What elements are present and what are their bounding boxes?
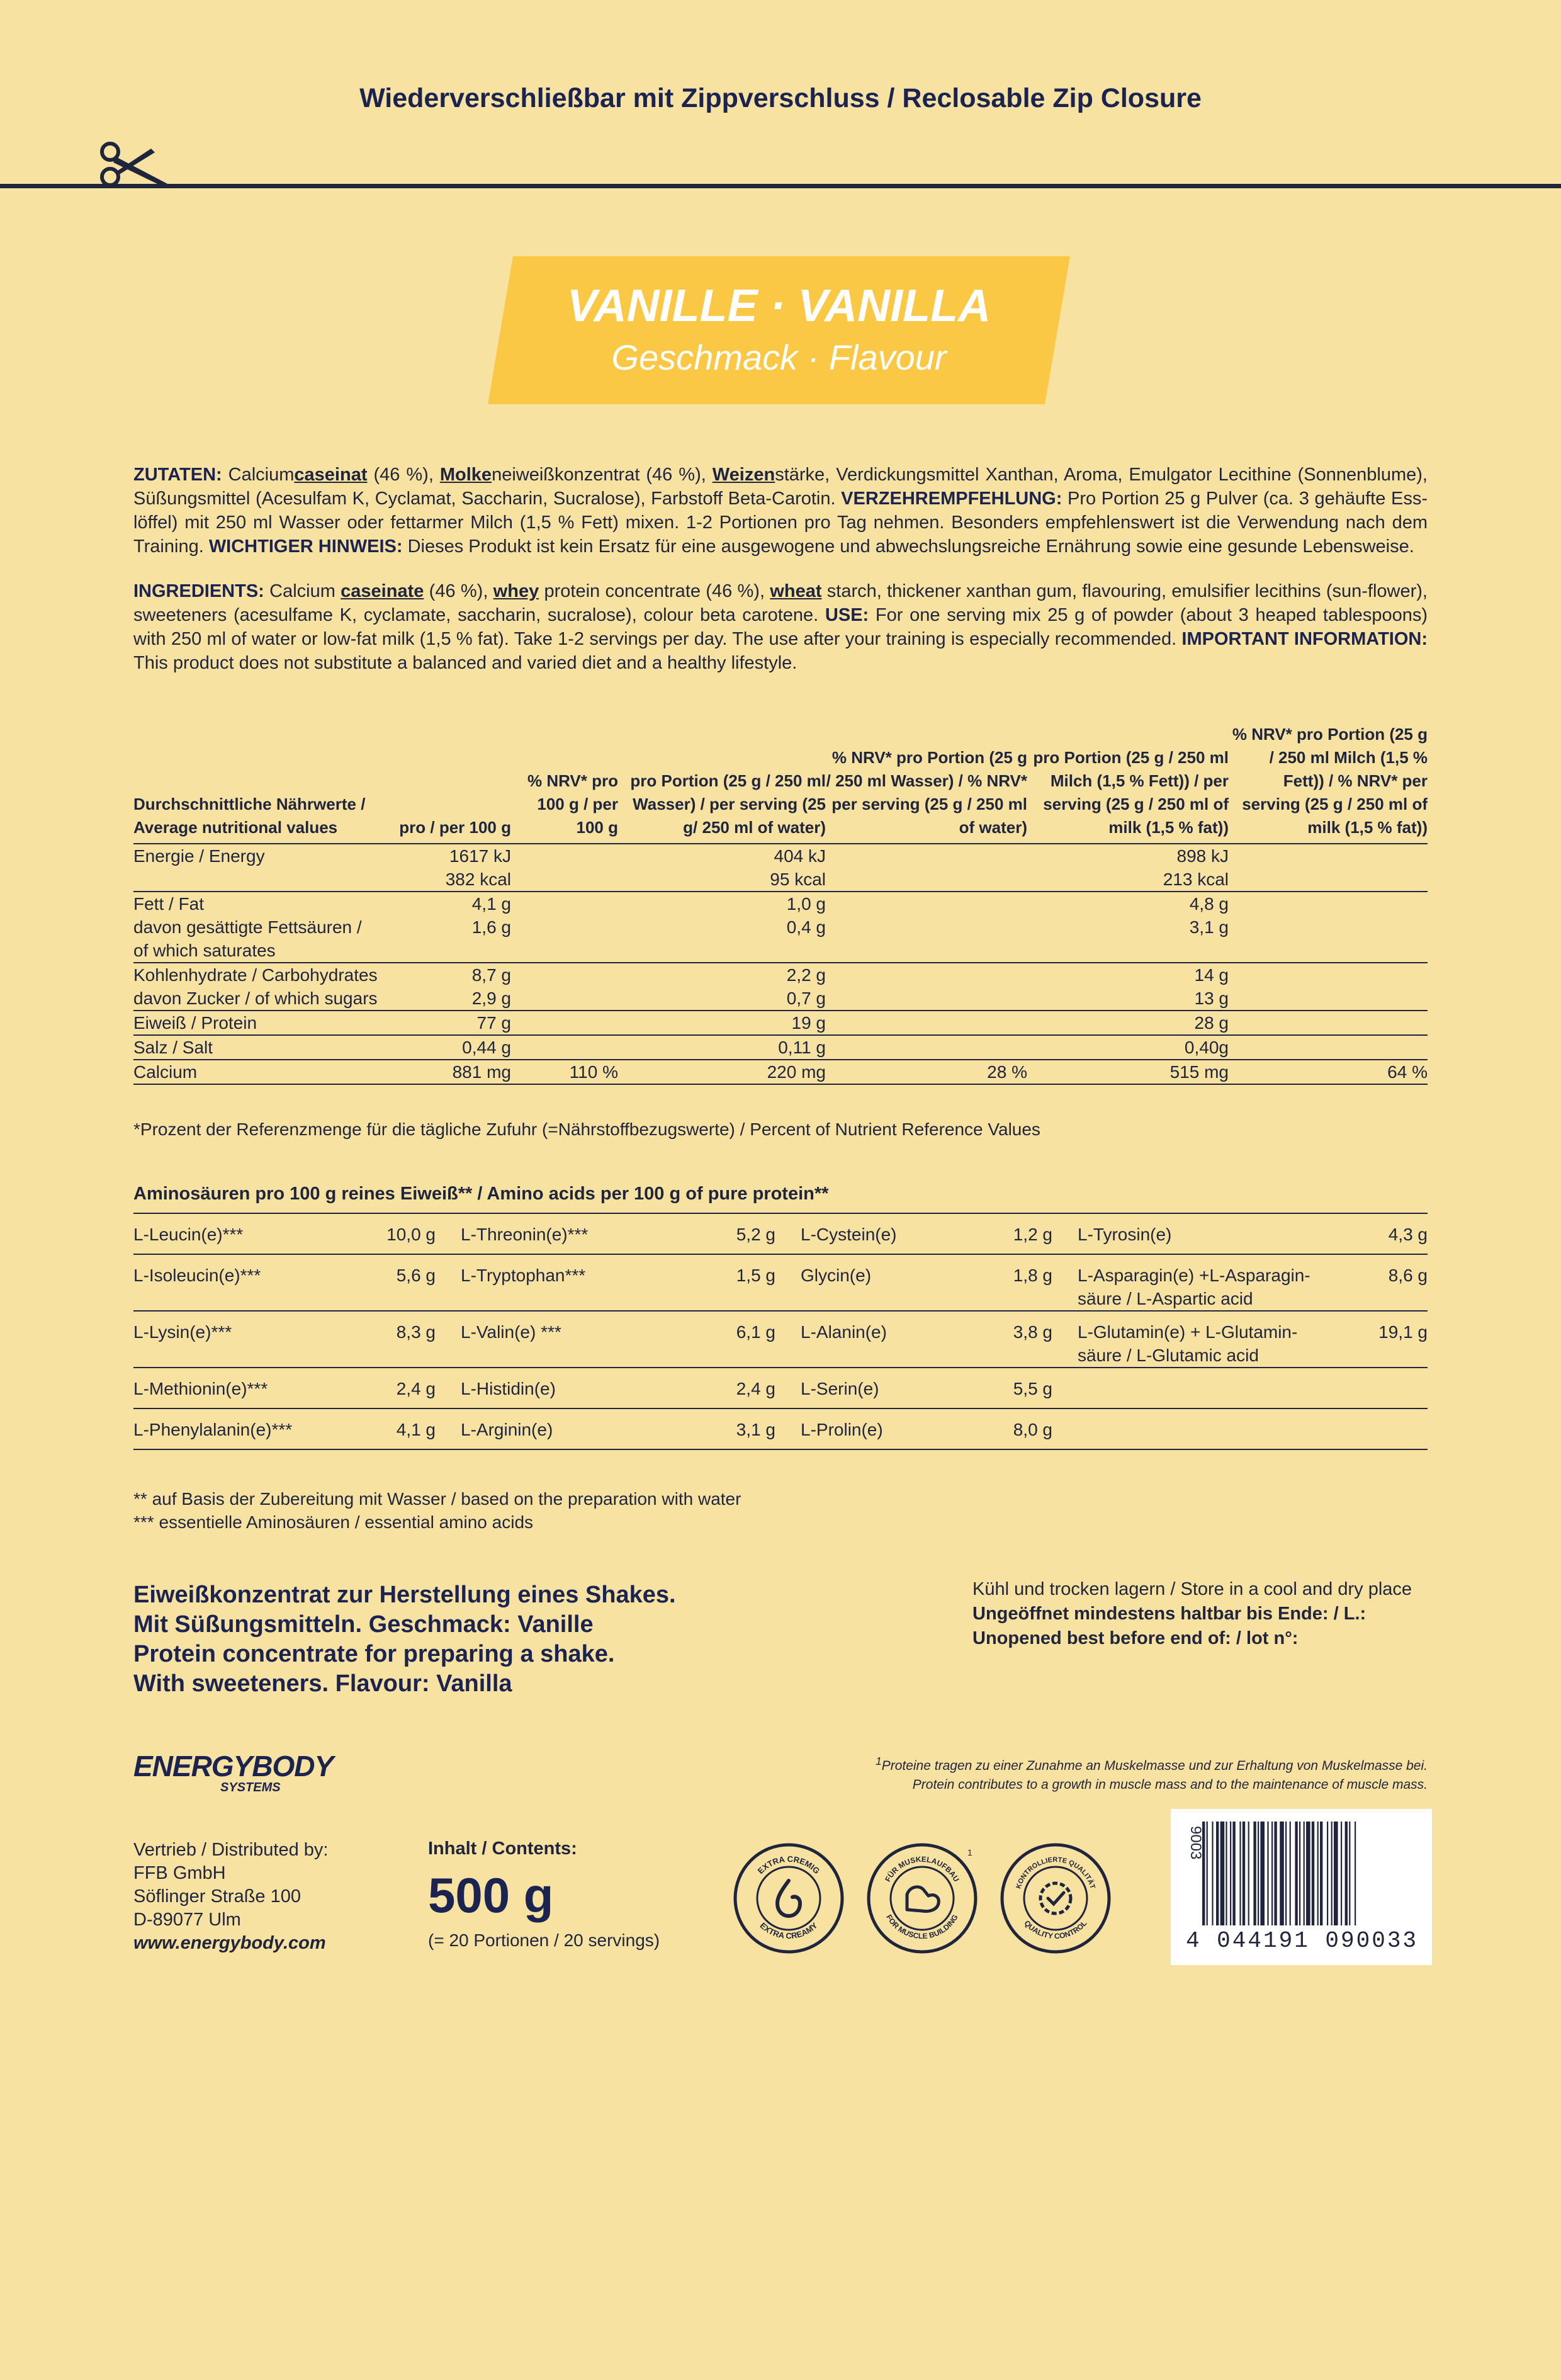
quality-top-text: KONTROLLIERTE QUALITÄT: [1015, 1856, 1096, 1890]
nutrition-cell: [511, 1011, 618, 1035]
nutrition-row: [133, 1011, 1428, 1035]
muscle-bottom-text: FOR MUSCLE BUILDING: [884, 1913, 960, 1941]
nutrition-cell: 881 mg: [398, 1060, 511, 1084]
nutrition-cell: Salz / Salt: [133, 1035, 398, 1060]
nutrition-cell: [511, 987, 618, 1011]
nutrition-cell: davon gesättigte Fettsäuren /: [133, 917, 362, 937]
nutrition-cell: 19 g: [618, 1011, 826, 1035]
claim-de: Proteine tragen zu einer Zunahme an Muskelmasse und zur Erhaltung von Muskelmasse bei.: [881, 1759, 1428, 1773]
barcode-bar: [1345, 1822, 1348, 1925]
amino-name: Glycin(e): [801, 1266, 872, 1285]
amino-gap: [1052, 1213, 1078, 1254]
nutrition-row: [133, 939, 1428, 963]
dist-line: Söflinger Straße 100: [133, 1886, 301, 1907]
net-weight: 500 g: [428, 1867, 554, 1923]
storage-info: [972, 1577, 1412, 1651]
protein-claim: [876, 1752, 1428, 1794]
label-hinweis: WICHTIGER HINWEIS:: [208, 536, 403, 557]
barcode-bar: [1312, 1822, 1314, 1925]
amino-gap: [775, 1311, 801, 1368]
amino-value: 8,3 g: [396, 1322, 436, 1342]
barcode-bar: [1295, 1822, 1297, 1925]
amino-name: L-Cystein(e): [801, 1225, 897, 1244]
nutrition-cell: 4,1 g: [398, 892, 511, 915]
amino-value: 6,1 g: [736, 1322, 775, 1342]
barcode-bar: [1253, 1822, 1256, 1925]
allergen: wheat: [770, 581, 822, 601]
text: starch, thickener xanthan gum, flavouring, emulsifier lecithins (sun-flower), sweeteners (acesulfame K, cyclamate, saccharin, sucralose), colour beta carotene.: [133, 581, 1428, 625]
amino-gap: [775, 1408, 801, 1449]
amino-value: 5,2 g: [736, 1225, 775, 1244]
text: Calcium: [222, 465, 295, 485]
amino-name: L-Threonin(e)***: [461, 1225, 589, 1244]
barcode-bar: [1280, 1822, 1284, 1925]
nutrition-cell: davon Zucker / of which sugars: [133, 989, 378, 1008]
amino-name: L-Tyrosin(e): [1078, 1225, 1172, 1244]
desc-line: Protein concentrate for preparing a shake.: [133, 1641, 615, 1667]
nutrition-cell: [826, 868, 1027, 892]
nutrition-col-header: % NRV* pro Portion (25 g / 250 ml Wasser) / % NRV* per serving (25 g / 250 ml of water): [826, 723, 1027, 844]
amino-value: 8,6 g: [1388, 1266, 1428, 1285]
amino-title: Aminosäuren pro 100 g reines Eiweiß** / Amino acids per 100 g of pure protein**: [133, 1184, 829, 1204]
nutrition-cell: 515 mg: [1027, 1060, 1229, 1084]
nutrition-cell: 2,2 g: [618, 963, 826, 987]
nutrition-cell: Calcium: [133, 1060, 398, 1084]
amino-footnote-1: ** auf Basis der Zubereitung mit Wasser / based on the preparation with water: [133, 1489, 741, 1509]
barcode-bar: [1317, 1822, 1319, 1925]
nutrition-cell: [1229, 892, 1428, 915]
amino-name: [1078, 1368, 1329, 1408]
nutrition-cell: 8,7 g: [398, 963, 511, 987]
amino-gap: [775, 1254, 801, 1311]
amino-gap: [1052, 1254, 1078, 1311]
amino-value: [1329, 1408, 1428, 1449]
dist-line: Vertrieb / Distributed by:: [133, 1840, 329, 1860]
amino-name: L-Asparagin(e) +L-Asparagin-säure / L-Aspartic acid: [1078, 1266, 1310, 1308]
text: Pro Portion 25 g Pulver (ca. 3 gehäufte Ess-löffel) mit 250 ml Wasser oder fettarmer Milch (1,5 % Fett) mixen. 1-2 Portionen pro Tag nehmen. Besonders empfehlenswert ist die Verwendung nach dem Training.: [133, 489, 1428, 557]
nutrition-cell: 404 kJ: [774, 846, 826, 866]
text: (46 %),: [367, 465, 440, 485]
amino-row: [133, 1254, 1428, 1311]
barcode-bar: [1248, 1822, 1249, 1925]
amino-gap: [775, 1213, 801, 1254]
barcode-bar: [1320, 1822, 1322, 1925]
nutrition-col-header: pro Portion (25 g / 250 ml Wasser) / per serving (25 g/ 250 ml of water): [618, 723, 826, 844]
svg-text:EXTRA CREMIG: [756, 1854, 822, 1876]
amino-name: L-Methionin(e)***: [133, 1379, 268, 1398]
nutrition-cell: 14 g: [1027, 963, 1229, 987]
label-zutaten: ZUTATEN:: [133, 465, 222, 485]
barcode-bar: [1243, 1822, 1245, 1925]
nutrition-cell: [511, 915, 618, 939]
nutrition-cell: [511, 844, 618, 868]
barcode-bar: [1212, 1822, 1213, 1925]
nutrition-cell: 1,0 g: [618, 892, 826, 915]
amino-row: [133, 1311, 1428, 1368]
nutrition-cell: [1229, 963, 1428, 987]
amino-name: L-Alanin(e): [801, 1322, 887, 1342]
amino-row: [133, 1213, 1428, 1254]
barcode-bar: [1271, 1822, 1273, 1925]
amino-value: 2,4 g: [396, 1379, 436, 1398]
muscle-building-badge: [865, 1842, 979, 1955]
extra-creamy-badge: [732, 1842, 845, 1955]
nutrition-cell: 220 mg: [618, 1060, 826, 1084]
barcode-bar: [1349, 1822, 1350, 1925]
barcode-bar: [1331, 1822, 1333, 1925]
nutrition-cell: 0,40g: [1027, 1035, 1229, 1060]
nutrition-cell: [1229, 915, 1428, 939]
nutrition-col-header: pro / per 100 g: [398, 723, 511, 844]
nutrition-cell: [826, 915, 1027, 939]
text: Calcium: [264, 581, 341, 601]
allergen: Weizen: [712, 465, 775, 485]
text: (46 %),: [424, 581, 493, 601]
dist-line: FFB GmbH: [133, 1863, 226, 1883]
amino-name: [1078, 1408, 1329, 1449]
nutrition-col-header: Durchschnittliche Nährwerte / Average nutritional values: [133, 723, 398, 844]
nutrition-cell: 64 %: [1229, 1060, 1428, 1084]
barcode-bar: [1299, 1822, 1300, 1925]
amino-value: 10,0 g: [386, 1225, 436, 1244]
quality-bottom-text: QUALITY CONTROL: [1022, 1918, 1089, 1941]
nutrition-cell: [511, 963, 618, 987]
amino-value: 4,3 g: [1388, 1225, 1428, 1244]
label-important: IMPORTANT INFORMATION:: [1181, 629, 1428, 649]
amino-value: 5,6 g: [396, 1266, 436, 1285]
barcode-bar: [1334, 1822, 1338, 1925]
amino-value: 1,2 g: [1013, 1225, 1052, 1244]
text: This product does not substitute a balanced and varied diet and a healthy lifestyle.: [133, 653, 797, 673]
nutrition-cell: Eiweiß / Protein: [133, 1011, 398, 1035]
nutrition-col-header: % NRV* pro Portion (25 g / 250 ml Milch (1,5 % Fett)) / % NRV* per serving (25 g / 250 ml of milk (1,5 % fat)): [1229, 723, 1428, 844]
barcode-icon: [1177, 1815, 1426, 1929]
nutrition-cell: Energie / Energy: [133, 846, 265, 866]
biceps-icon: [907, 1887, 938, 1912]
nutrition-table: [133, 723, 1428, 1085]
amino-value: 8,0 g: [1013, 1420, 1052, 1439]
nutrition-row: [133, 868, 1428, 892]
nutrition-cell: [398, 939, 511, 963]
amino-value: [1329, 1368, 1428, 1408]
allergen: Molke: [439, 465, 492, 485]
amino-gap: [1052, 1368, 1078, 1408]
text: neiweißkonzentrat (46 %),: [492, 465, 713, 485]
dist-line: D-89077 Ulm: [133, 1910, 241, 1930]
nutrition-header: [133, 723, 1428, 844]
allergen: caseinate: [341, 581, 424, 601]
nrv-footnote: *Prozent der Referenzmenge für die tägliche Zufuhr (=Nährstoffbezugswerte) / Percent of Nutrient Reference Values: [133, 1119, 1040, 1139]
amino-row: [133, 1368, 1428, 1408]
flavour-title: VANILLE · VANILLA: [566, 281, 991, 331]
amino-name: L-Isoleucin(e)***: [133, 1266, 261, 1285]
cut-line: [0, 184, 1561, 188]
amino-value: 1,8 g: [1013, 1266, 1052, 1285]
amino-gap: [436, 1213, 461, 1254]
text: For one serving mix 25 g of powder (about 3 heaped tablespoons) with 250 ml of water or low-fat milk (1,5 % fat). Take 1-2 servings per day. The use after your training is especially recommended.: [133, 605, 1428, 649]
nutrition-cell: [826, 892, 1027, 915]
nutrition-cell: [826, 987, 1027, 1011]
seal-icon: [1040, 1883, 1071, 1913]
nutrition-cell: Kohlenhydrate / Carbohydrates: [133, 963, 398, 987]
nutrition-cell: [1229, 844, 1428, 868]
barcode-bar: [1239, 1822, 1241, 1925]
nutrition-cell: 4,8 g: [1027, 892, 1229, 915]
amino-name: L-Leucin(e)***: [133, 1225, 244, 1244]
amino-value: 19,1 g: [1378, 1322, 1428, 1342]
nutrition-cell: [1229, 939, 1428, 963]
nutrition-cell: [511, 868, 618, 892]
nutrition-cell: [826, 844, 1027, 868]
nutrition-col-header: % NRV* pro 100 g / per 100 g: [511, 723, 618, 844]
barcode-bar: [1290, 1822, 1291, 1925]
text: Dieses Produkt ist kein Ersatz für eine ausgewogene und abwechslungsreiche Ernährung sowie eine gesunde Lebensweise.: [402, 536, 1414, 557]
nutrition-row: [133, 1035, 1428, 1060]
nutrition-col-header: pro Portion (25 g / 250 ml Milch (1,5 % Fett)) / per serving (25 g / 250 ml of milk (1,5 % fat)): [1027, 723, 1229, 844]
label-ingredients: INGREDIENTS:: [133, 581, 264, 601]
nutrition-cell: [1229, 1035, 1428, 1060]
creamy-top-text: EXTRA CREMIG: [755, 1854, 822, 1876]
servings: (= 20 Portionen / 20 servings): [428, 1930, 660, 1950]
amino-name: L-Glutamin(e) + L-Glutamin-säure / L-Glutamic acid: [1078, 1322, 1298, 1365]
nutrition-cell: [511, 1035, 618, 1060]
amino-footnote-2: *** essentielle Aminosäuren / essential amino acids: [133, 1512, 534, 1532]
amino-name: L-Valin(e) ***: [461, 1322, 561, 1342]
amino-gap: [1052, 1408, 1078, 1449]
check-icon: [1048, 1893, 1064, 1904]
nutrition-cell: 110 %: [511, 1060, 618, 1084]
amino-value: 4,1 g: [396, 1420, 436, 1439]
nutrition-cell: [1229, 868, 1428, 892]
barcode-side-number: [1177, 1823, 1204, 1893]
amino-gap: [436, 1408, 461, 1449]
label-use: USE:: [825, 605, 869, 625]
nutrition-cell: 3,1 g: [1189, 917, 1229, 937]
nutrition-cell: 898 kJ: [1176, 846, 1229, 866]
scissors-icon: [94, 130, 176, 193]
barcode-bar: [1232, 1822, 1235, 1925]
nutrition-cell: 77 g: [398, 1011, 511, 1035]
allergen: caseinat: [294, 465, 368, 485]
nutrition-cell: 213 kcal: [1163, 870, 1229, 889]
label-verzehr: VERZEHREMPFEHLUNG:: [841, 489, 1062, 509]
nutrition-cell: 95 kcal: [770, 870, 826, 889]
nutrition-cell: 28 %: [826, 1060, 1027, 1084]
flavour-subtitle: Geschmack · Flavour: [611, 337, 947, 377]
claim-sup: 1: [875, 1755, 882, 1767]
amino-name: L-Phenylalanin(e)***: [133, 1420, 293, 1439]
ingredients-de: [133, 463, 1428, 558]
barcode-bar: [1258, 1822, 1259, 1925]
nutrition-cell: 382 kcal: [445, 870, 511, 889]
amino-gap: [436, 1368, 461, 1408]
desc-line: With sweeteners. Flavour: Vanilla: [133, 1670, 512, 1697]
website-link[interactable]: www.energybody.com: [133, 1933, 326, 1953]
nutrition-cell: 28 g: [1027, 1011, 1229, 1035]
drop-icon: [777, 1881, 800, 1916]
nutrition-row: [133, 987, 1428, 1011]
amino-name: L-Tryptophan***: [461, 1266, 586, 1285]
amino-gap: [436, 1311, 461, 1368]
quality-control-badge: [999, 1842, 1112, 1955]
barcode-bar: [1304, 1822, 1305, 1925]
zip-closure-text: Wiederverschließbar mit Zippverschluss / Reclosable Zip Closure: [359, 83, 1202, 113]
barcode-digits: 4 044191 090033: [1185, 1928, 1419, 1954]
nutrition-body: [133, 844, 1428, 1084]
brand-logo: ENERGYBODY: [133, 1750, 334, 1782]
amino-value: 2,4 g: [736, 1379, 775, 1398]
amino-value: 5,5 g: [1013, 1379, 1052, 1398]
nutrition-cell: 1617 kJ: [449, 846, 511, 866]
barcode-bar: [1216, 1822, 1219, 1925]
amino-gap: [436, 1254, 461, 1311]
barcode-bar: [1341, 1822, 1342, 1925]
storage-line: Kühl und trocken lagern / Store in a cool and dry place: [972, 1579, 1412, 1599]
brand-logo-sub: SYSTEMS: [220, 1781, 281, 1794]
distributor: [133, 1839, 328, 1955]
nutrition-cell: of which saturates: [133, 941, 276, 960]
amino-name: L-Prolin(e): [801, 1420, 883, 1439]
best-before-en: Unopened best before end of: / lot n°:: [972, 1628, 1299, 1648]
barcode-bar: [1226, 1822, 1227, 1925]
nutrition-row: [133, 892, 1428, 915]
barcode-bar: [1285, 1822, 1287, 1925]
amino-value: 3,8 g: [1013, 1322, 1052, 1342]
nutrition-cell: [133, 868, 398, 892]
nutrition-cell: 0,4 g: [786, 917, 826, 937]
best-before-de: Ungeöffnet mindestens haltbar bis Ende: / L.:: [972, 1604, 1367, 1624]
nutrition-cell: [1229, 987, 1428, 1011]
barcode-bar: [1306, 1822, 1310, 1925]
amino-value: 3,1 g: [736, 1420, 775, 1439]
barcode-bar: [1327, 1822, 1328, 1925]
amino-name: L-Lysin(e)***: [133, 1322, 232, 1342]
desc-line: Eiweißkonzentrat zur Herstellung eines Shakes.: [133, 1582, 676, 1608]
nutrition-cell: 1,6 g: [471, 917, 511, 937]
nutrition-cell: 2,9 g: [471, 989, 511, 1008]
nutrition-cell: 0,11 g: [618, 1035, 826, 1060]
nutrition-cell: 0,7 g: [786, 989, 826, 1008]
nutrition-cell: [826, 963, 1027, 987]
creamy-bottom-text: EXTRA CREAMY: [758, 1920, 820, 1941]
nutrition-row: [133, 915, 1428, 939]
barcode-bar: [1230, 1822, 1231, 1925]
barcode-bar: [1260, 1822, 1265, 1925]
nutrition-cell: [826, 1035, 1027, 1060]
nutrition-cell: [511, 939, 618, 963]
muscle-top-text: FÜR MUSKELAUFBAU: [883, 1854, 961, 1884]
nutrition-cell: Fett / Fat: [133, 892, 398, 915]
barcode-bar: [1207, 1822, 1208, 1925]
amino-gap: [1052, 1311, 1078, 1368]
barcode-bar: [1267, 1822, 1268, 1925]
product-description: [133, 1580, 676, 1699]
amino-row: [133, 1408, 1428, 1449]
nutrition-cell: [511, 892, 618, 915]
text: stärke, Verdickungsmittel Xanthan, Aroma, Emulgator Lecithine (Sonnenblume), Süßungsmittel (Acesulfam K, Cyclamat, Saccharin, Sucralose), Farbstoff Beta-Carotin.: [133, 465, 1428, 509]
nutrition-cell: 0,44 g: [398, 1035, 511, 1060]
amino-name: L-Arginin(e): [461, 1420, 553, 1439]
nutrition-cell: [826, 939, 1027, 963]
claim-en: Protein contributes to a growth in muscle mass and to the maintenance of muscle mass.: [912, 1777, 1428, 1792]
desc-line: Mit Süßungsmitteln. Geschmack: Vanille: [133, 1611, 594, 1638]
amino-name: L-Serin(e): [801, 1379, 879, 1398]
amino-name: L-Histidin(e): [461, 1379, 556, 1398]
nutrition-cell: 13 g: [1194, 989, 1229, 1008]
barcode-bar: [1355, 1822, 1356, 1925]
barcode-bar: [1220, 1822, 1225, 1925]
nutrition-row: [133, 844, 1428, 868]
amino-gap: [775, 1368, 801, 1408]
ingredients-en: [133, 579, 1428, 675]
allergen: whey: [493, 581, 539, 601]
amino-value: 1,5 g: [736, 1266, 775, 1285]
svg-text:FÜR MUSKELAUFBAU: [883, 1855, 961, 1883]
nutrition-cell: [1027, 939, 1229, 963]
nutrition-row: [133, 1060, 1428, 1084]
nutrition-cell: [618, 939, 826, 963]
nutrition-row: [133, 963, 1428, 987]
barcode-bar: [1274, 1822, 1276, 1925]
svg-text:9003: 9003: [1187, 1826, 1204, 1860]
amino-table: [133, 1213, 1428, 1450]
text: protein concentrate (46 %),: [539, 581, 770, 601]
nutrition-cell: [826, 1011, 1027, 1035]
muscle-sup: 1: [967, 1847, 972, 1857]
nutrition-cell: [1229, 1011, 1428, 1035]
contents-label: Inhalt / Contents:: [428, 1839, 577, 1859]
